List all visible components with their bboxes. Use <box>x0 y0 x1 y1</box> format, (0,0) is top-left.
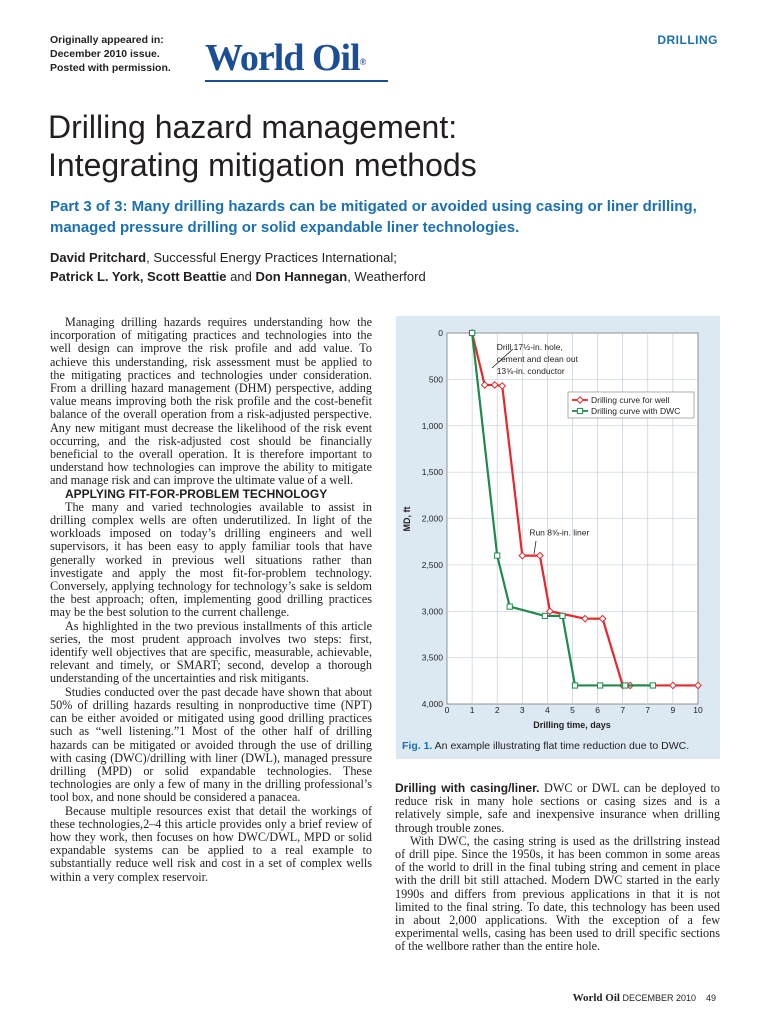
figure-panel <box>396 316 720 759</box>
x-tick-label: 5 <box>570 705 575 715</box>
logo-underline <box>205 80 388 82</box>
author-3: Don Hannegan <box>255 269 348 284</box>
logo-text: World Oil <box>205 37 360 79</box>
point-dwc <box>470 330 475 335</box>
attribution-line-2: December 2010 issue. <box>50 48 160 60</box>
y-tick-label: 2,000 <box>421 513 443 524</box>
annotation-text: 13⅝-in. conductor <box>496 366 565 377</box>
point-dwc <box>572 683 577 688</box>
left-column <box>50 316 372 884</box>
paragraph-dwc-intro <box>395 782 720 835</box>
paragraph-technologies: The many and varied technologies available to assist in drilling complex wells are often underutilized. In light of the workloads imposed on today’s drilling engineers and well supervisors, it has been easy to apply familiar tools that have generally worked in previous well situations rather than investigate and apply the most fit-for-problem technology. Conversely, applying technology for technology’s sake is seldom the best approach; often, implementing good drilling practices may be the best solution to the current challenge. <box>50 499 372 620</box>
dwc-intro-text: DWC or DWL can be deployed to reduce risk in many hole sections or casing sizes and is a relatively simple, safe and inexpensive insurance when drilling through trouble zones. <box>395 781 720 835</box>
page-footer <box>573 992 716 1004</box>
right-column <box>395 782 720 954</box>
author-1-org: , Successful Energy Practices International; <box>146 250 397 265</box>
annotation-text: Run 8⅝-in. liner <box>529 527 590 538</box>
x-tick-label: 1 <box>469 705 475 715</box>
attribution <box>50 33 200 75</box>
author-and: and <box>226 269 256 284</box>
author-1: David Pritchard <box>50 250 147 265</box>
y-tick-label: 3,500 <box>421 652 443 663</box>
y-tick-label: 1,000 <box>421 420 443 431</box>
paragraph-resources: Because multiple resources exist that detail the workings of these technologies,2–4 this article provides only a brief review of how they work, then focuses on how DWC/DWL, MPD or solid expandable systems can be applied to a real example to substantially reduce well risk and cost in a set of complex wells within a very complex reservoir. <box>50 803 372 884</box>
title-line-1: Drilling hazard management: <box>48 109 458 145</box>
paragraph-intro: Managing drilling hazards requires understanding how the incorporation of mitigating practices and technologies into the well design can improve the risk profile and add value. To achieve this understanding, risk assessment must be applied to the mitigating practices and technologies under consideration. From a drilling hazard management (DHM) perspective, adding value means improving both the risk profile and the cost-benefit balance of the overall operation from a risk-adjusted perspective. Any new mitigant must decrease the likelihood of the risk event occurring, and the risk-adjusted cost should be financially beneficial to the overall operation. It is therefore important to understand how technologies can improve the ability to mitigate and manage risk and can improve the ultimate value of a well. <box>50 315 372 488</box>
section-heading: APPLYING FIT-FOR-PROBLEM TECHNOLOGY <box>65 486 328 501</box>
x-tick-label: 9 <box>670 705 676 715</box>
author-3-org: , Weatherford <box>347 269 426 284</box>
legend-label: Drilling curve with DWC <box>591 406 681 416</box>
x-tick-label: 6 <box>595 705 600 715</box>
point-dwc <box>542 613 547 618</box>
y-tick-label: 1,500 <box>421 467 443 478</box>
author-2: Patrick L. York, Scott Beattie <box>50 269 227 284</box>
paragraph-dwc-history: With DWC, the casing string is used as the drillstring instead of drill pipe. Since the 1950s, it has been common in some areas of the world to drill in the final tubing string and cement in place with the drill bit still attached. Modern DWC started in the early 1990s and differs from previous applications in that it is not limited to the final string. To date, this technology has been used in about 2,000 applications. With the exception of a few experimental wells, casing has been used to drill specific sections of the wellbore rather than the entire hole. <box>395 833 720 954</box>
y-tick-label: 0 <box>438 328 443 338</box>
paragraph-studies: Studies conducted over the past decade have shown that about 50% of drilling hazards resulting in nonproductive time (NPT) can be either avoided or mitigated using good drilling practices such as “well listening.”1 Most of the other half of drilling hazards can be mitigated or avoided through the use of drilling with casing (DWC)/drilling with liner (DWL), managed pressure drilling (MPD) or solid expandable technologies. These technologies are only a few of many in the drilling professional’s tool box, and none should be considered a panacea. <box>50 684 372 805</box>
y-tick-label: 4,000 <box>421 699 443 709</box>
figure-caption-text: An example illustrating flat time reduction due to DWC. <box>432 740 690 752</box>
x-tick-label: 10 <box>693 705 703 715</box>
title-line-2: Integrating mitigation methods <box>48 147 477 183</box>
point-dwc <box>623 683 628 688</box>
x-axis-label: Drilling time, days <box>533 720 611 730</box>
legend-marker <box>577 408 582 413</box>
attribution-line-3: Posted with permission. <box>50 62 171 74</box>
attribution-line-1: Originally appeared in: <box>50 34 164 46</box>
y-tick-label: 3,000 <box>421 606 443 617</box>
page-number: 49 <box>705 993 716 1003</box>
y-axis-label: MD, ft <box>402 506 412 532</box>
point-dwc <box>598 683 603 688</box>
annotation-text: Drill 17½-in. hole, <box>496 341 563 352</box>
chart-legend <box>568 392 694 418</box>
article-title <box>48 108 728 184</box>
paragraph-smart: As highlighted in the two previous installments of this article series, the most prudent approach involves two steps: first, identify well objectives that are specific, measurable, achievable, relevant and timely, or SMART; second, develop a thorough understanding of the uncertainties and risk mitigants. <box>50 618 372 686</box>
section-tag: DRILLING <box>657 33 718 47</box>
dwc-heading: Drilling with casing/liner. <box>395 781 540 795</box>
logo-mark: ® <box>359 57 366 67</box>
point-dwc <box>507 604 512 609</box>
x-tick-label: 4 <box>545 705 550 715</box>
footer-date: DECEMBER 2010 <box>622 993 696 1003</box>
y-tick-label: 2,500 <box>421 559 443 570</box>
world-oil-logo <box>205 38 365 78</box>
x-tick-label: 7 <box>620 705 626 715</box>
figure-label: Fig. 1. <box>402 740 433 752</box>
x-tick-label: 0 <box>444 705 450 715</box>
drilling-curve-chart <box>396 316 720 736</box>
legend-label: Drilling curve for well <box>591 395 670 405</box>
x-tick-label: 2 <box>494 705 500 715</box>
point-dwc <box>650 683 655 688</box>
y-tick-label: 500 <box>428 374 443 385</box>
footer-brand: World Oil <box>572 992 620 1004</box>
point-dwc <box>560 613 565 618</box>
x-tick-label: 3 <box>519 705 525 715</box>
annotation-text: cement and clean out <box>496 353 578 364</box>
x-tick-label: 7 <box>645 705 651 715</box>
point-dwc <box>495 553 500 558</box>
author-byline <box>50 248 720 286</box>
figure-caption <box>402 740 720 752</box>
article-subtitle: Part 3 of 3: Many drilling hazards can be mitigated or avoided using casing or liner drilling, managed pressure drilling or solid expandable liner technologies. <box>50 198 697 236</box>
